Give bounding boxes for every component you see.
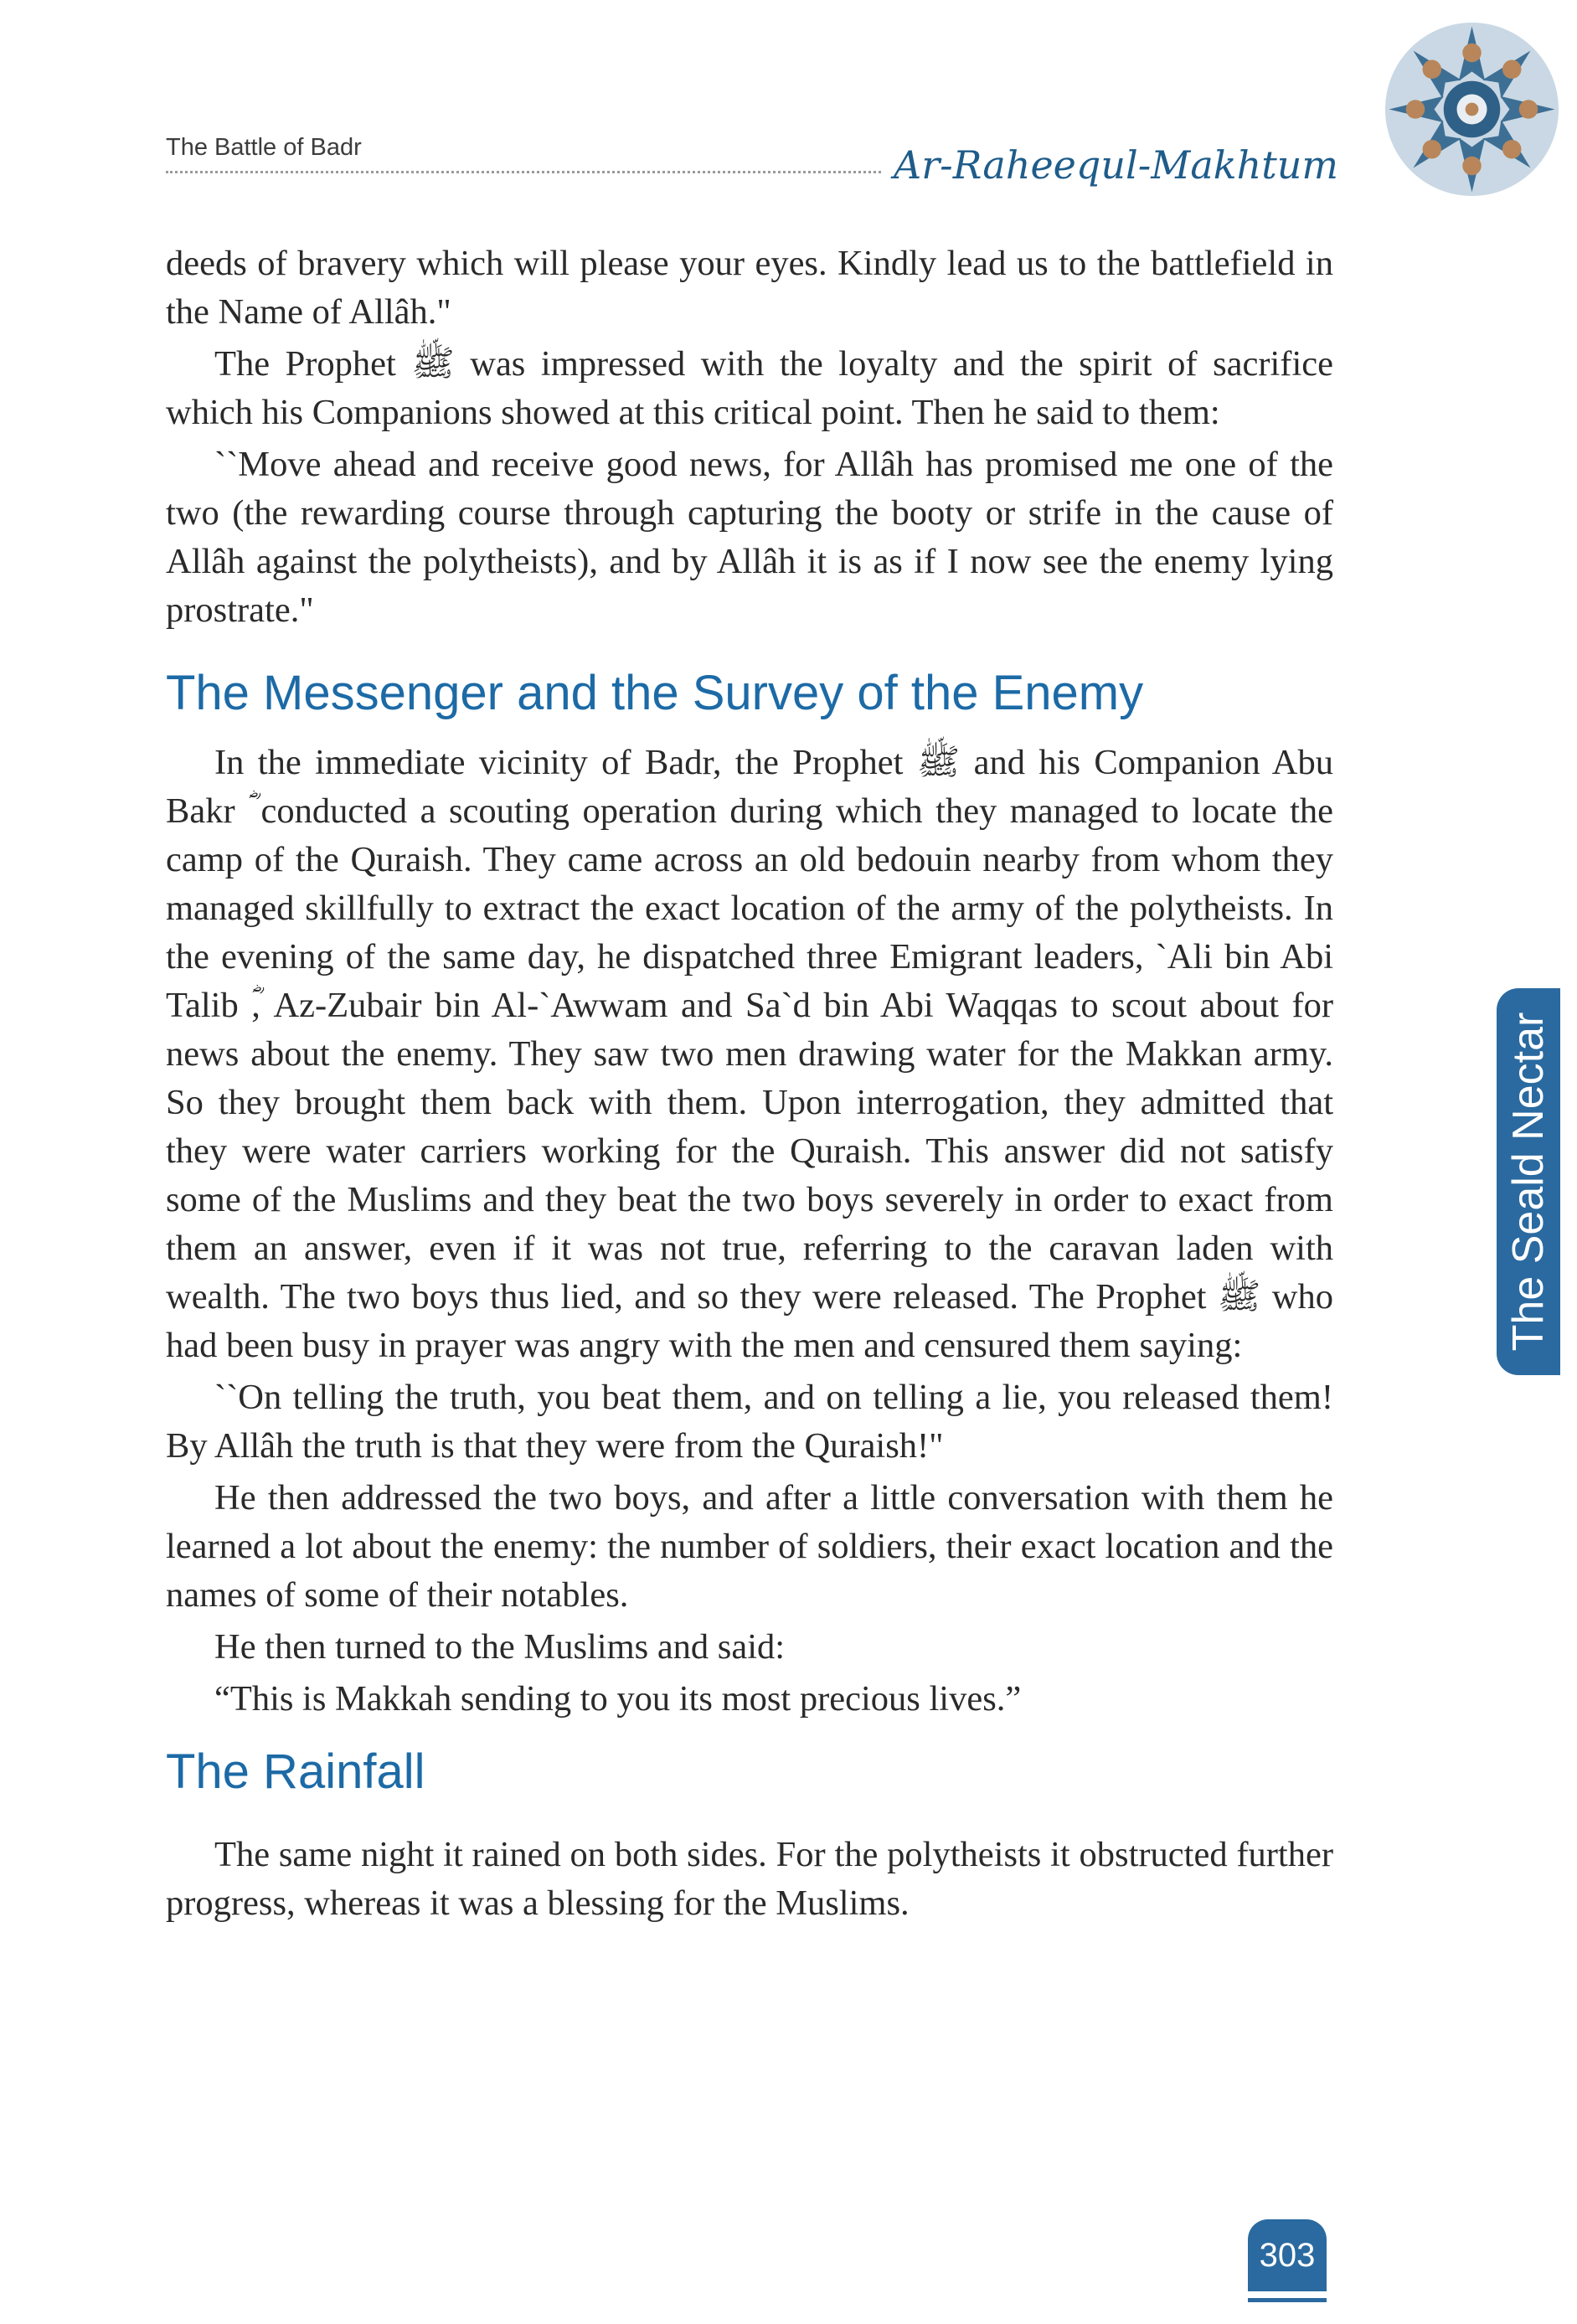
- side-tab-label: The Seald Nectar: [1504, 1012, 1553, 1352]
- side-tab: [1497, 988, 1560, 1375]
- page-body: [166, 240, 1333, 1931]
- section-heading-survey: The Messenger and the Survey of the Enemy: [166, 666, 1144, 720]
- paragraph: In the immediate vicinity of Badr, the Prophet ﷺ and his Companion Abu Bakr ؓ conducted a scouting operation during which they managed to locate the camp of the Quraish. They came across an old bedouin nearby from whom they managed skillfully to extract the exact location of the army of the polytheists. In the evening of the same day, he dispatched three Emigrant leaders, `Ali bin Abi Talib ؓ, Az-Zubair bin Al-`Awwam and Sa`d bin Abi Waqqas to scout about for news about the enemy. They saw two men drawing water for the Makkan army. So they brought them back with them. Upon interrogation, they admitted that they were water carriers working for the Quraish. This answer did not satisfy some of the Muslims and they beat the two boys severely in order to exact from them an answer, even if it was not true, referring to the caravan laden with wealth. The two boys thus lied, and so they were released. The Prophet ﷺ who had been busy in prayer was angry with the men and censured them saying:: [166, 743, 1333, 1365]
- paragraph: He then addressed the two boys, and after a little conversation with them he learned a lot about the enemy: the number of soldiers, their exact location and the names of some of their notables.: [166, 1478, 1333, 1615]
- paragraph: ``On telling the truth, you beat them, and on telling a lie, you released them! By Allâh the truth is that they were from the Quraish!": [166, 1378, 1333, 1466]
- paragraph: deeds of bravery which will please your eyes. Kindly lead us to the battlefield in the Name of Allâh.": [166, 244, 1333, 332]
- rosette-ornament: [1378, 15, 1566, 204]
- page-number-underline: [1248, 2298, 1327, 2302]
- paragraph: ``Move ahead and receive good news, for Allâh has promised me one of the two (the rewarding course through capturing the booty or strife in the cause of Allâh against the polytheists), and by Allâh it is as if I now see the enemy lying prostrate.": [166, 445, 1333, 630]
- paragraph: He then turned to the Muslims and said:: [214, 1627, 786, 1667]
- section-heading-rainfall: The Rainfall: [166, 1744, 425, 1799]
- page-number: 303: [1248, 2219, 1327, 2291]
- paragraph: The Prophet ﷺ was impressed with the loyalty and the spirit of sacrifice which his Companions showed at this critical point. Then he said to them:: [166, 344, 1334, 432]
- paragraph: “This is Makkah sending to you its most precious lives.”: [214, 1679, 1022, 1719]
- running-header-section: The Battle of Badr: [166, 134, 362, 161]
- running-header-book-title: Ar-Raheequl-Makhtum: [882, 142, 1338, 188]
- paragraph: The same night it rained on both sides. For the polytheists it obstructed further progress, whereas it was a blessing for the Muslims.: [166, 1835, 1333, 1923]
